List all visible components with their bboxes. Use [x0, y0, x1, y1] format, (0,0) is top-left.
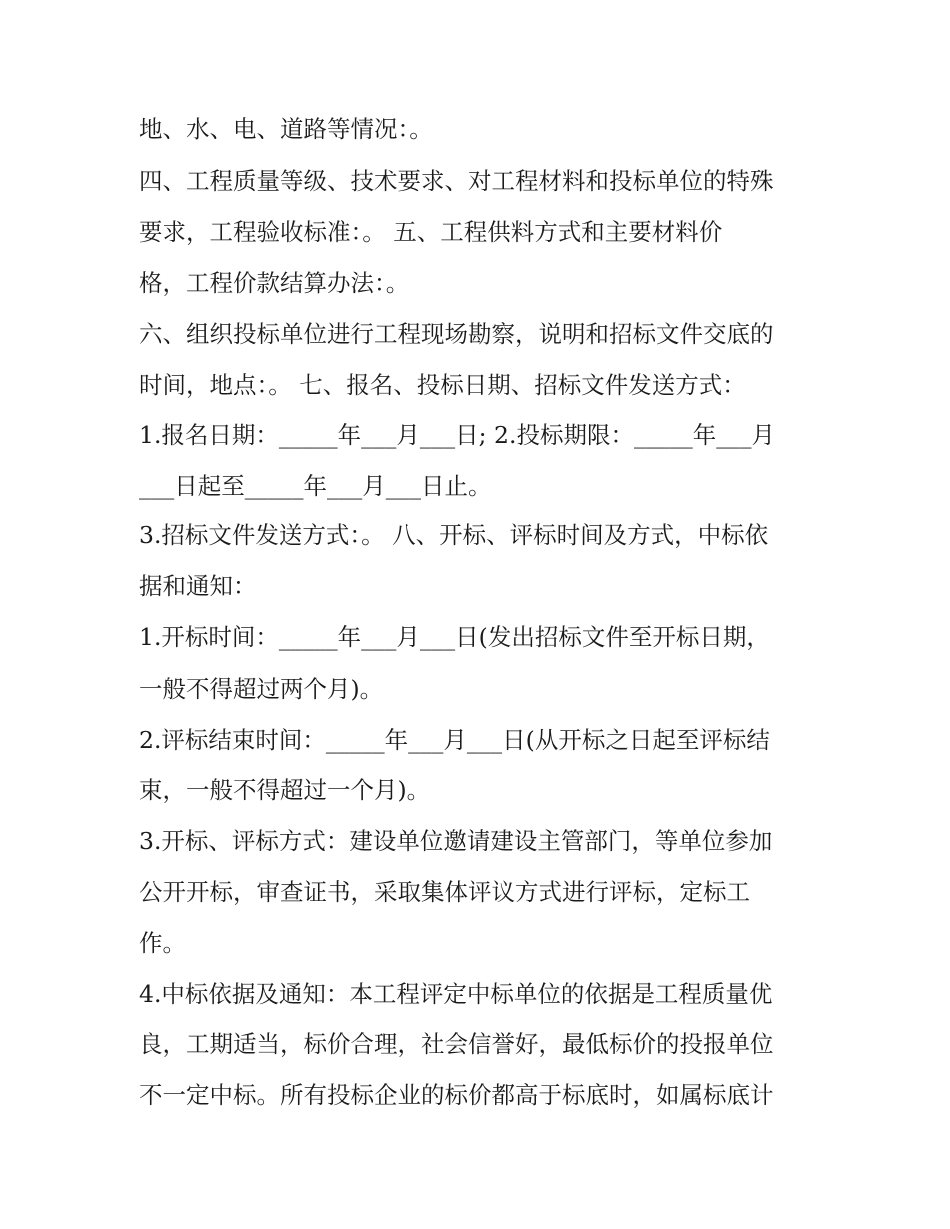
- text-line: 4.中标依据及通知：本工程评定中标单位的依据是工程质量优: [139, 980, 773, 1008]
- text-line: 作。: [139, 929, 186, 957]
- text-line: 时间，地点：。 七、报名、投标日期、招标文件发送方式：: [139, 371, 746, 399]
- text-line: ___日起至_____年___月___日止。: [139, 472, 492, 500]
- text-line: 要求，工程验收标准：。 五、工程供料方式和主要材料价: [139, 218, 723, 246]
- text-line: 良，工期适当，标价合理，社会信誉好，最低标价的投报单位: [139, 1030, 774, 1058]
- text-line: 不一定中标。所有投标企业的标价都高于标底时，如属标底计: [139, 1081, 774, 1109]
- text-line: 3.招标文件发送方式：。 八、开标、评标时间及方式，中标依: [139, 521, 769, 549]
- text-line: 一般不得超过两个月)。: [139, 675, 384, 703]
- text-line: 据和通知：: [139, 572, 257, 600]
- text-line: 束，一般不得超过一个月)。: [139, 776, 431, 804]
- text-line: 公开开标，审查证书，采取集体评议方式进行评标，定标工: [139, 878, 750, 906]
- text-line: 2.评标结束时间：_____年___月___日(从开标之日起至评标结: [139, 726, 770, 754]
- text-line: 四、工程质量等级、技术要求、对工程材料和投标单位的特殊: [139, 167, 774, 195]
- text-line: 1.报名日期：_____年___月___日; 2.投标期限：_____年___月: [139, 421, 775, 449]
- text-line: 格，工程价款结算办法：。: [139, 269, 410, 297]
- text-line: 地、水、电、道路等情况：。: [139, 115, 433, 143]
- text-line: 六、组织投标单位进行工程现场勘察，说明和招标文件交底的: [139, 320, 774, 348]
- text-line: 1.开标时间：_____年___月___日(发出招标文件至开标日期，: [139, 623, 770, 651]
- text-line: 3.开标、评标方式：建设单位邀请建设主管部门，等单位参加: [139, 827, 773, 855]
